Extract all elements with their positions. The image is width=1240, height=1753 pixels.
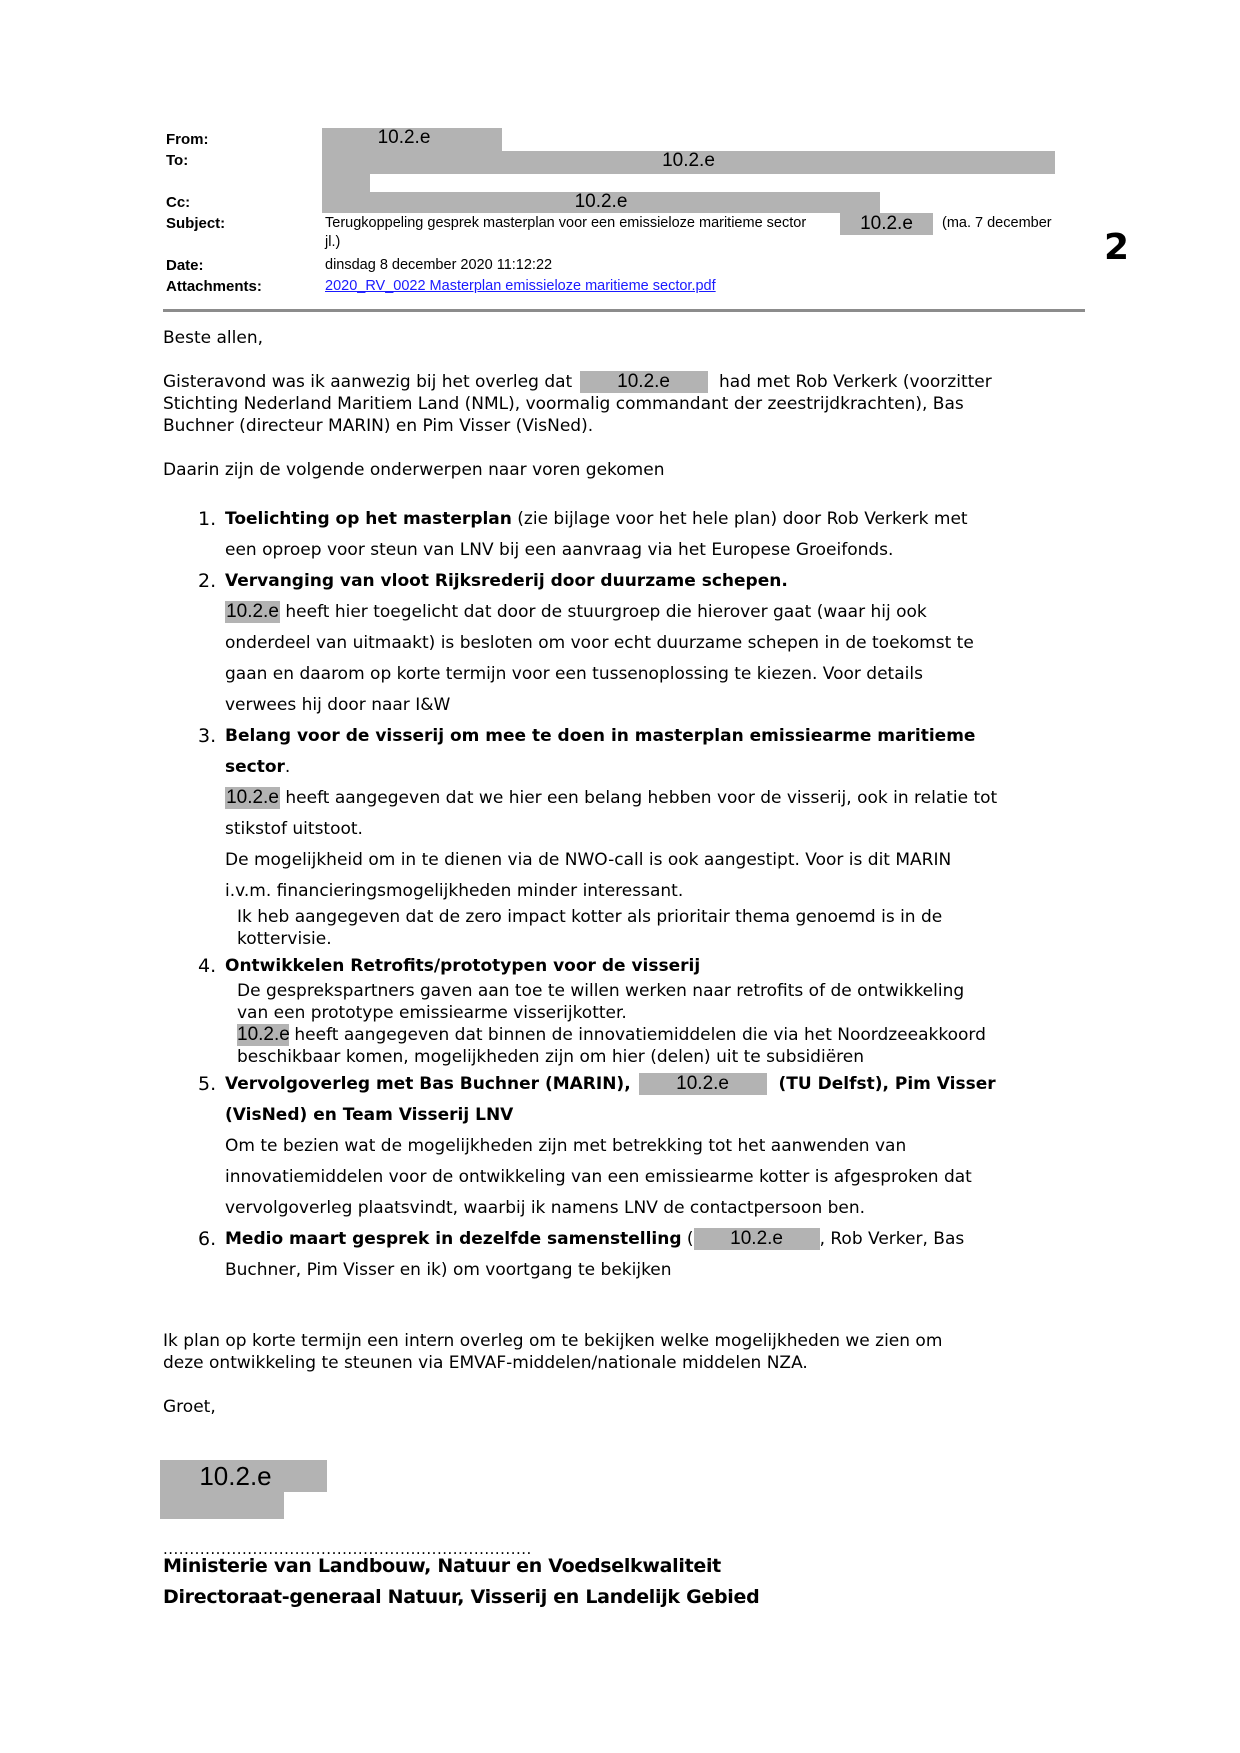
intro-line-2: Stichting Nederland Maritiem Land (NML), voormalig commandant der zeestrijdkrachten), Bas — [163, 394, 964, 414]
intro-text-1b: had met Rob Verkerk (voorzitter — [719, 372, 992, 392]
from-redaction — [322, 128, 502, 151]
item-6-paren: ( — [681, 1229, 694, 1249]
intro-line-3: Buchner (directeur MARIN) en Pim Visser (VisNed). — [163, 416, 594, 436]
item-5-line-1: Om te bezien wat de mogelijkheden zijn met betrekking tot het aanwenden van — [225, 1136, 907, 1156]
item-2-line-3: gaan en daarom op korte termijn voor een tussenoplossing te kiezen. Voor details — [225, 664, 923, 684]
signature-divider: ...................................................................... — [163, 1540, 532, 1558]
item-1-line-1 — [225, 508, 968, 530]
item-3-line-2: stikstof uitstoot. — [225, 819, 363, 839]
intro-redaction — [580, 371, 708, 393]
signature-redaction-continued — [160, 1492, 284, 1519]
topics-intro: Daarin zijn de volgende onderwerpen naar voren gekomen — [163, 460, 665, 480]
item-4-redaction — [237, 1024, 289, 1046]
item-3-title-2: sector — [225, 757, 285, 777]
item-2-number: 2. — [198, 570, 217, 592]
closing-line-1: Ik plan op korte termijn een intern overleg om te bekijken welke mogelijkheden we zien om — [163, 1331, 943, 1351]
signature-directorate: Directoraat-generaal Natuur, Visserij en Landelijk Gebied — [163, 1586, 760, 1608]
redaction-code: 10.2.e — [860, 213, 913, 234]
subject-text: Terugkoppeling gesprek masterplan voor een emissieloze maritieme sector — [325, 215, 807, 231]
item-3-line-5: Ik heb aangegeven dat de zero impact kotter als prioritair thema genoemd is in de — [237, 907, 943, 927]
item-2-line-1 — [225, 601, 927, 623]
redaction-code: 10.2.e — [237, 1024, 290, 1045]
item-4-title: Ontwikkelen Retrofits/prototypen voor de visserij — [225, 956, 701, 976]
item-5-line-2: innovatiemiddelen voor de ontwikkeling van een emissiearme kotter is afgesproken dat — [225, 1167, 972, 1187]
item-5-number: 5. — [198, 1073, 217, 1095]
item-3-line-1 — [225, 787, 997, 809]
item-6-title: Medio maart gesprek in dezelfde samenstelling — [225, 1229, 682, 1249]
item-6-number: 6. — [198, 1228, 217, 1250]
item-3-redaction — [225, 787, 280, 809]
item-3-line-4: i.v.m. financieringsmogelijkheden minder interessant. — [225, 881, 684, 901]
item-4-line-4: beschikbaar komen, mogelijkheden zijn om hier (delen) uit te subsidiëren — [237, 1047, 864, 1067]
item-4-line-1: De gesprekspartners gaven aan toe te willen werken naar retrofits of de ontwikkeling — [237, 981, 965, 1001]
redaction-code: 10.2.e — [199, 1461, 272, 1491]
item-5-title-a: Vervolgoverleg met Bas Buchner (MARIN), — [225, 1074, 631, 1094]
item-2-text-1: heeft hier toegelicht dat door de stuurgroep die hierover gaat (waar hij ook — [280, 602, 927, 622]
subject-label: Subject: — [166, 215, 226, 232]
item-1-title: Toelichting op het masterplan — [225, 509, 512, 529]
subject-redaction — [840, 213, 933, 235]
item-4-number: 4. — [198, 955, 217, 977]
redaction-code: 10.2.e — [226, 787, 279, 808]
from-label: From: — [166, 131, 209, 148]
email-date: dinsdag 8 december 2020 11:12:22 — [325, 257, 553, 273]
item-3-title-line-2 — [225, 756, 290, 778]
item-6-redaction — [694, 1228, 820, 1250]
item-3-line-3: De mogelijkheid om in te dienen via de NWO-call is ook aangestipt. Voor is dit MARIN — [225, 850, 952, 870]
item-5-title-line-1 — [225, 1073, 996, 1095]
item-6-line-1 — [225, 1228, 964, 1250]
redaction-code: 10.2.e — [574, 191, 628, 212]
item-5-line-3: vervolgoverleg plaatsvindt, waarbij ik namens LNV de contactpersoon ben. — [225, 1198, 866, 1218]
item-1-line-2: een oproep voor steun van LNV bij een aanvraag via het Europese Groeifonds. — [225, 540, 894, 560]
item-5-title-b: (TU Delfst), Pim Visser — [778, 1074, 996, 1094]
intro-line-1 — [163, 371, 992, 393]
item-3-number: 3. — [198, 725, 217, 747]
item-5-title-2: (VisNed) en Team Visserij LNV — [225, 1105, 514, 1125]
item-6-line-2: Buchner, Pim Visser en ik) om voortgang te bekijken — [225, 1260, 672, 1280]
header-divider — [163, 309, 1085, 312]
item-3-line-6: kottervisie. — [237, 929, 332, 949]
item-2-line-4: verwees hij door naar I&W — [225, 695, 451, 715]
to-redaction-continued — [322, 174, 370, 192]
closing-line-2: deze ontwikkeling te steunen via EMVAF-middelen/nationale middelen NZA. — [163, 1353, 808, 1373]
item-2-line-2: onderdeel van uitmaakt) is besloten om voor echt duurzame schepen in de toekomst te — [225, 633, 974, 653]
attachments-label: Attachments: — [166, 278, 262, 295]
greeting: Beste allen, — [163, 328, 264, 348]
signature-ministry: Ministerie van Landbouw, Natuur en Voedselkwaliteit — [163, 1555, 721, 1577]
item-2-title: Vervanging van vloot Rijksrederij door duurzame schepen. — [225, 571, 788, 591]
item-3-text-1: heeft aangegeven dat we hier een belang hebben voor de visserij, ook in relatie tot — [280, 788, 998, 808]
cc-redaction — [322, 192, 880, 213]
subject-tail: (ma. 7 december — [942, 215, 1052, 231]
item-4-text-3: heeft aangegeven dat binnen de innovatiemiddelen die via het Noordzeeakkoord — [289, 1025, 986, 1045]
to-redaction — [322, 151, 1055, 174]
redaction-code: 10.2.e — [676, 1073, 729, 1094]
redaction-code: 10.2.e — [226, 601, 279, 622]
redaction-code: 10.2.e — [730, 1228, 783, 1249]
regards: Groet, — [163, 1397, 216, 1417]
item-3-title-2-rest: . — [284, 757, 291, 777]
attachment-link[interactable]: 2020_RV_0022 Masterplan emissieloze maritieme sector.pdf — [325, 278, 716, 294]
subject-tail-2: jl.) — [325, 234, 341, 250]
signature-redaction — [160, 1460, 327, 1492]
date-label: Date: — [166, 257, 204, 274]
cc-label: Cc: — [166, 194, 191, 211]
intro-text-1a: Gisteravond was ik aanwezig bij het overleg dat — [163, 372, 573, 392]
item-4-line-3 — [237, 1024, 986, 1046]
item-1-number: 1. — [198, 508, 217, 530]
redaction-code: 10.2.e — [662, 150, 715, 171]
to-label: To: — [166, 152, 189, 169]
item-4-line-2: van een prototype emissiearme visserijkotter. — [237, 1003, 627, 1023]
item-1-title-rest: (zie bijlage voor het hele plan) door Rob Verkerk met — [511, 509, 968, 529]
redaction-code: 10.2.e — [617, 371, 670, 392]
item-5-redaction — [639, 1073, 767, 1095]
item-3-title-1: Belang voor de visserij om mee te doen in masterplan emissiearme maritieme — [225, 726, 976, 746]
page-number: 2 — [1104, 227, 1130, 268]
item-2-redaction — [225, 601, 280, 623]
redaction-code: 10.2.e — [377, 127, 431, 148]
item-6-rest: , Rob Verker, Bas — [819, 1229, 965, 1249]
